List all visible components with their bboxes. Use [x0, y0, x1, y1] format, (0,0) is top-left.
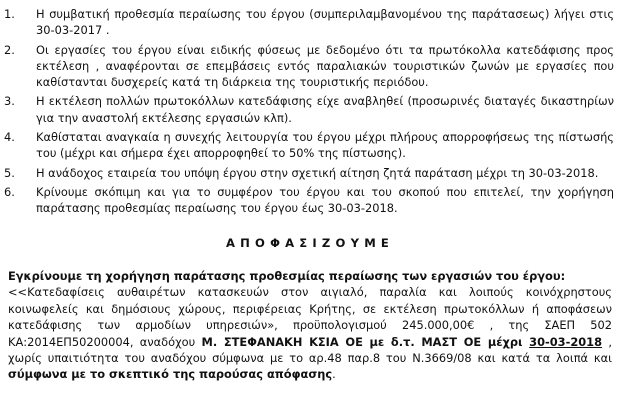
decision-body — [8, 284, 612, 382]
reason-number: 4. — [4, 129, 15, 144]
decision-heading: ΑΠΟΦΑΣΙΖΟΥΜΕ — [225, 236, 395, 250]
decision-end: . — [332, 367, 336, 382]
reason-item-5 — [0, 165, 620, 181]
reason-text: Καθίσταται αναγκαία η συνεχής λειτουργία του έργου μέχρι πλήρους απορροφήσεως της πίστωσής του (μέχρι και σήμερα έχει απορροφηθεί το 50% της πίστωσης). — [36, 129, 614, 161]
reasons-list — [0, 6, 620, 220]
reason-number: 6. — [4, 184, 15, 199]
reason-item-4 — [0, 129, 620, 161]
reason-text: Η συμβατική προθεσμία περαίωσης του έργου (συμπεριλαμβανομένου της παράτασεως) λήγει στις 30-03-2017 . — [36, 7, 614, 38]
deadline-date: 30-03-2018 — [529, 334, 603, 349]
reason-text: Η ανάδοχος εταιρεία του υπόψη έργου στην σχετική αίτηση ζητά παράταση μέχρι τη 30-03-2018. — [36, 165, 599, 180]
reason-text: Η εκτέλεση πολλών πρωτοκόλλων κατεδάφισης είχε αναβληθεί (προσωρινές διαταγές δικαστηρίων για την αναστολή εκτέλεσης εργασιών κλπ). — [36, 94, 614, 125]
decision-closing: σύμφωνα με το σκεπτικό της παρούσας απόφασης — [8, 367, 333, 382]
reason-text: Κρίνουμε σκόπιμη και για το συμφέρον του έργου και του σκοπού που επιτελεί, την χορήγηση παράτασης προθεσμίας περαίωσης του έργου έως 30-03-2018. — [36, 184, 614, 216]
decision-paragraph — [8, 268, 612, 383]
reason-text: Οι εργασίες του έργου είναι ειδικής φύσεως με δεδομένο ότι τα πρωτόκολλα κατεδάφισης προς εκτέλεση , αναφέρονται σε επεμβάσεις εντός παραλιακών τουριστικών ζωνών με εργασίες που καθίστανται δυσχερείς κατά τη διάρκεια της τουριστικής περιόδου. — [36, 42, 614, 89]
reason-number: 3. — [4, 94, 15, 109]
reason-item-6 — [0, 184, 620, 216]
reason-item-1 — [0, 6, 620, 38]
reason-number: 5. — [4, 165, 15, 180]
decision-text-part2: , χωρίς υπαιτιότητα του αναδόχου σύμφωνα με το αρ.48 παρ.8 του Ν.3669/08 και κατά τα λοιπά και — [8, 334, 612, 366]
contractor-name: Μ. ΣΤΕΦΑΝΑΚΗ ΚΣΙΑ ΟΕ με δ.τ. ΜΑΣΤ ΟΕ μέχρι — [201, 334, 530, 349]
decision-lead: Εγκρίνουμε τη χορήγηση παράτασης προθεσμίας περαίωσης των εργασιών του έργου: — [8, 269, 566, 283]
reason-number: 1. — [4, 7, 15, 21]
reason-number: 2. — [4, 42, 15, 57]
reason-item-3 — [0, 93, 620, 125]
reason-item-2 — [0, 42, 620, 91]
decision-text-part1: <<Κατεδαφίσεις αυθαιρέτων κατασκευών στον αιγιαλό, παραλία και λοιπούς κοινόχρηστους κοινωφελείς και δημόσιους χώρους, περιφέρειας Κρήτης, σε εκτέλεση πρωτοκόλλων ή αποφάσεων κατεδάφισης των αρμοδίων υπηρεσιών», προϋπολογισμού 245.000,00€ , της ΣΑΕΠ 502 ΚΑ:2014ΕΠ50200004, αναδόχου — [8, 285, 612, 349]
